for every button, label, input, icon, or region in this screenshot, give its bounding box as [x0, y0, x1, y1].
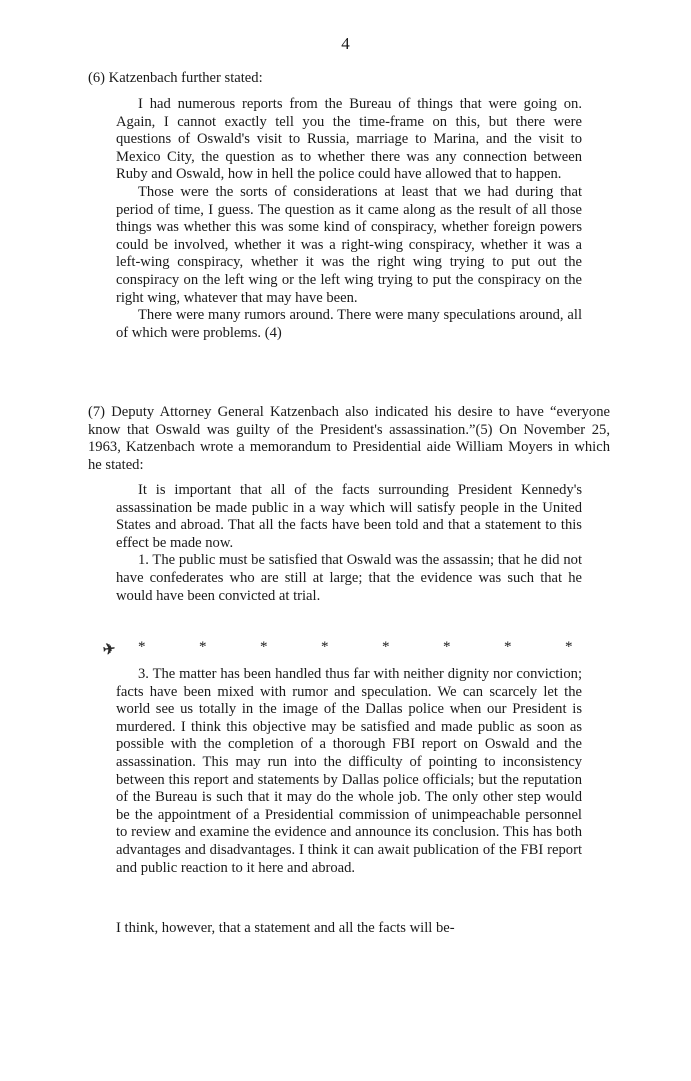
continuation-quote — [116, 666, 582, 877]
quote-item-3: 3. The matter has been handled thus far with neither dignity nor conviction; facts have been mixed with rumor and speculation. We can scarcely let the world see us totally in the image of the Dallas police when our President is murdered. I think this objective may be satisfied and made public as soon as possible with the completion of a thorough FBI report on Oswald and the assassination. This may run into the difficulty of pointing to inconsistency between this report and statements by Dallas police officials; but the reputation of the Bureau is such that it may do the whole job. The only other step would be the appointment of a Presidential commission of unimpeachable personnel to review and examine the evidence and announce its conclusion. This has both advantages and disadvantages. I think it can await publication of the FBI report and public reaction to it here and abroad. — [116, 666, 582, 876]
quote-7-paragraph-2: 1. The public must be satisfied that Oswald was the assassin; that he did not have confederates who are still at large; that the evidence was such that he would have been convicted at trial. — [116, 552, 582, 604]
paragraph-7-quote — [116, 482, 582, 605]
paragraph-7-lead-text: (7) Deputy Attorney General Katzenbach also indicated his desire to have “everyone know that Oswald was guilty of the President's assassination.”(5) On November 25, 1963, Katzenbach wrote a memorandum to Presidential aide William Moyers in which he stated: — [88, 404, 610, 473]
asterisk: * — [504, 639, 512, 655]
paragraph-6-lead — [88, 70, 610, 88]
quote-6-paragraph-1: I had numerous reports from the Bureau of things that were going on. Again, I cannot exactly tell you the time-frame on this, but there were questions of Oswald's visit to Russia, marriage to Marina, and the visit to Mexico City, the question as to whether there was any connection between Ruby and Oswald, how in hell the police could have allowed that to happen. — [116, 96, 582, 183]
asterisk: * — [321, 639, 329, 655]
paragraph-7-lead — [88, 404, 610, 474]
asterisk: * — [260, 639, 268, 655]
quote-6-paragraph-3: There were many rumors around. There were many speculations around, all of which were problems. (4) — [116, 307, 582, 341]
page-number: 4 — [341, 34, 350, 53]
ellipsis-asterisks — [116, 639, 582, 659]
closing-line — [116, 920, 582, 938]
paragraph-6-quote — [116, 96, 582, 342]
paragraph-6-lead-text: (6) Katzenbach further stated: — [88, 70, 263, 86]
quote-7-paragraph-1: It is important that all of the facts surrounding President Kennedy's assassination be made public in a way which will satisfy people in the United States and abroad. That all the facts have been told and that a statement to this effect be made now. — [116, 482, 582, 551]
asterisk: * — [565, 639, 573, 655]
quote-6-paragraph-2: Those were the sorts of considerations at least that we had during that period of time, I guess. The question as it came along as the result of all those things was whether this was some kind of conspiracy, whether foreign powers could be involved, whether it was a right-wing conspiracy, whether it was a left-wing conspiracy, whether it was the right wing trying to put out the conspiracy on the left wing or the left wing trying to put the conspiracy on the right wing, whatever that may have been. — [116, 183, 582, 306]
asterisk: * — [382, 639, 390, 655]
asterisk: * — [138, 639, 146, 655]
closing-line-text: I think, however, that a statement and all the facts will be- — [116, 920, 455, 936]
asterisk: * — [443, 639, 451, 655]
scan-smudge-mark: ✈ — [102, 641, 117, 659]
asterisk: * — [199, 639, 207, 655]
